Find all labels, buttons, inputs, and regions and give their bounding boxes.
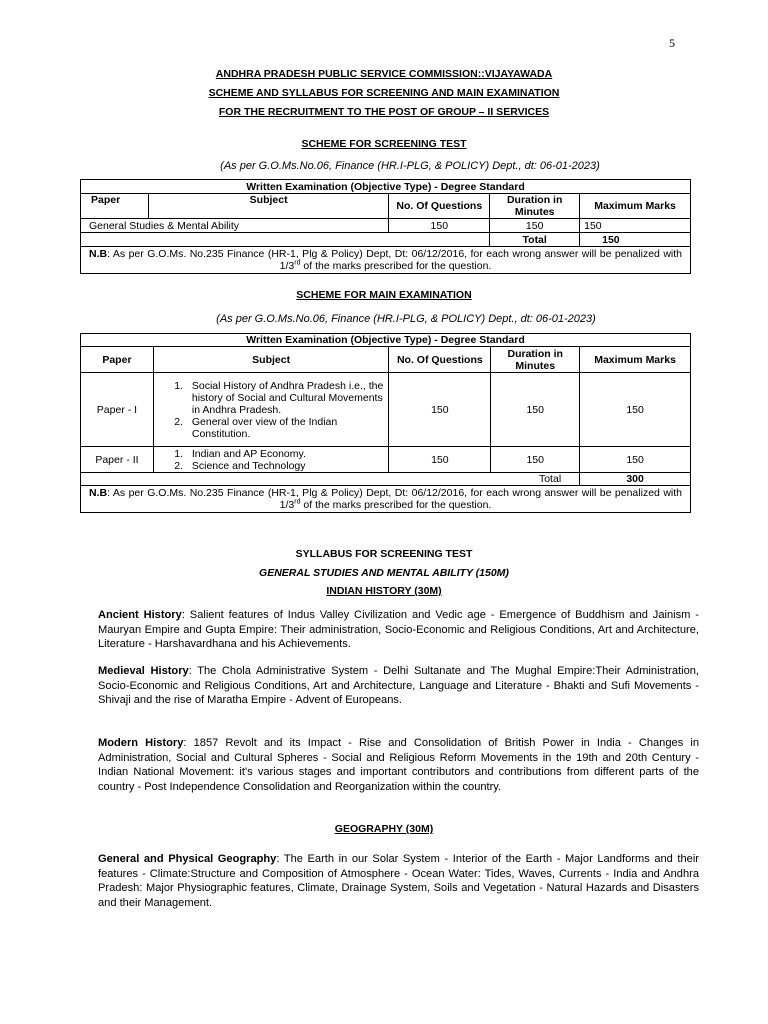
paper2-name: Paper - II: [81, 447, 154, 473]
list-item: 2. General over view of the Indian Constitution.: [186, 416, 385, 440]
main-table-title: Written Examination (Objective Type) - Degree Standard: [81, 334, 691, 347]
geography-paragraph: [98, 852, 699, 910]
list-item: 1. Social History of Andhra Pradesh i.e., the history of Social and Cultural Movements in Andhra Pradesh.: [186, 380, 385, 416]
col-header-marks: Maximum Marks: [580, 194, 691, 219]
nb-label: N.B: [89, 248, 108, 260]
paper2-marks: 150: [580, 447, 691, 473]
screening-duration: 150: [490, 219, 580, 233]
ancient-history-text: : Salient features of Indus Valley Civilization and Vedic age - Emergence of Buddhism and Jainism - Mauryan Empire and Gupta Empire: Their administration, Socio-Economic and Religious Conditions, Art and Architecture, Literature - Harshavardhana and his Achievements.: [98, 609, 700, 651]
medieval-history-text: : The Chola Administrative System - Delhi Sultanate and The Mughal Empire:Their Administration, Socio-Economic and Religious Conditions, Art and Architecture, Language and Literature - Bhakti and Sufi Movements - Shivaji and the rise of Maratha Empire - Advent of Europeans.: [98, 665, 699, 707]
header-commission: ANDHRA PRADESH PUBLIC SERVICE COMMISSION::VIJAYAWADA: [215, 68, 553, 80]
paper1-questions: 150: [389, 373, 491, 447]
paper1-name: Paper - I: [81, 373, 154, 447]
screening-questions: 150: [389, 219, 490, 233]
screening-reference: (As per G.O.Ms.No.06, Finance (HR.I-PLG, & POLICY) Dept., dt: 06-01-2023): [220, 160, 600, 172]
col-header-duration: Duration in Minutes: [490, 194, 580, 219]
syllabus-title: SYLLABUS FOR SCREENING TEST: [295, 548, 473, 560]
screening-title: SCHEME FOR SCREENING TEST: [301, 138, 467, 150]
col-header-duration: Duration in Minutes: [491, 347, 580, 373]
paper1-duration: 150: [491, 373, 580, 447]
col-header-subject: Subject: [153, 347, 389, 373]
geography-text: : The Earth in our Solar System - Interior of the Earth - Major Landforms and their features - Climate:Structure and Composition of Atmosphere - Ocean Water: Tides, Waves, Currents - India and Andhra Pradesh: Major Physiographic features, Climate, Drainage System, Soils and Vegetation - Natural Hazards and Disasters and their Management.: [98, 853, 699, 909]
nb-text-end: of the marks prescribed for the question.: [300, 499, 492, 511]
nb-sup: rd: [294, 498, 301, 506]
paper2-duration: 150: [491, 447, 580, 473]
nb-text-end: of the marks prescribed for the question.: [300, 260, 492, 272]
paper2-questions: 150: [389, 447, 491, 473]
col-header-paper: Paper: [81, 194, 149, 219]
header-recruitment: FOR THE RECRUITMENT TO THE POST OF GROUP – II SERVICES: [218, 106, 550, 118]
geography-title: GEOGRAPHY (30M): [334, 823, 434, 835]
geography-label: General and Physical Geography: [98, 853, 277, 865]
syllabus-subtitle: GENERAL STUDIES AND MENTAL ABILITY (150M): [259, 567, 509, 579]
paper2-subjects: [153, 447, 389, 473]
modern-history-paragraph: [98, 736, 699, 794]
col-header-questions: No. Of Questions: [389, 194, 490, 219]
col-header-marks: Maximum Marks: [580, 347, 691, 373]
screening-marks: 150: [580, 219, 691, 233]
nb-sup: rd: [294, 259, 301, 267]
main-reference: (As per G.O.Ms.No.06, Finance (HR.I-PLG, & POLICY) Dept., dt: 06-01-2023): [216, 313, 596, 325]
col-header-subject: Subject: [148, 194, 388, 219]
screening-table: [80, 179, 691, 274]
main-note: [81, 486, 691, 513]
main-title: SCHEME FOR MAIN EXAMINATION: [296, 289, 472, 301]
page-number: 5: [669, 36, 675, 50]
screening-total-label: Total: [490, 233, 580, 247]
modern-history-label: Modern History: [98, 737, 184, 749]
paper1-subjects: [153, 373, 389, 447]
main-total-value: 300: [580, 473, 691, 486]
nb-text: : As per G.O.Ms. No.235 Finance (HR-1, Plg & Policy) Dept, Dt: 06/12/2016, for each wrong answer will be penalized with 1/3: [107, 248, 682, 272]
header-scheme: SCHEME AND SYLLABUS FOR SCREENING AND MAIN EXAMINATION: [208, 87, 560, 99]
paper1-marks: 150: [580, 373, 691, 447]
main-total-label: Total: [81, 473, 580, 486]
list-item: 2. Science and Technology: [186, 460, 385, 472]
ancient-history-label: Ancient History: [98, 609, 182, 621]
screening-subject: General Studies & Mental Ability: [81, 219, 389, 233]
screening-table-title: Written Examination (Objective Type) - Degree Standard: [81, 180, 691, 194]
nb-label: N.B: [89, 487, 108, 499]
col-header-paper: Paper: [81, 347, 154, 373]
screening-total-value: 150: [580, 233, 691, 247]
medieval-history-label: Medieval History: [98, 665, 189, 677]
col-header-questions: No. Of Questions: [389, 347, 491, 373]
nb-text: : As per G.O.Ms. No.235 Finance (HR-1, Plg & Policy) Dept, Dt: 06/12/2016, for each wrong answer will be penalized with 1/3: [107, 487, 682, 511]
ancient-history-paragraph: [98, 608, 699, 652]
screening-note: [81, 247, 691, 274]
main-table: [80, 333, 691, 513]
modern-history-text: : 1857 Revolt and its Impact - Rise and Consolidation of British Power in India - Changes in Administration, Social and Cultural Spheres - Social and Religious Reform Movements in the 19th and 20th Century - Indian National Movement: it's various stages and important contributors and contributions from different parts of the country - Post Independence Consolidation and Reorganization within the country.: [98, 737, 699, 793]
indian-history-title: INDIAN HISTORY (30M): [326, 585, 442, 597]
list-item: 1. Indian and AP Economy.: [186, 448, 385, 460]
medieval-history-paragraph: [98, 664, 699, 708]
